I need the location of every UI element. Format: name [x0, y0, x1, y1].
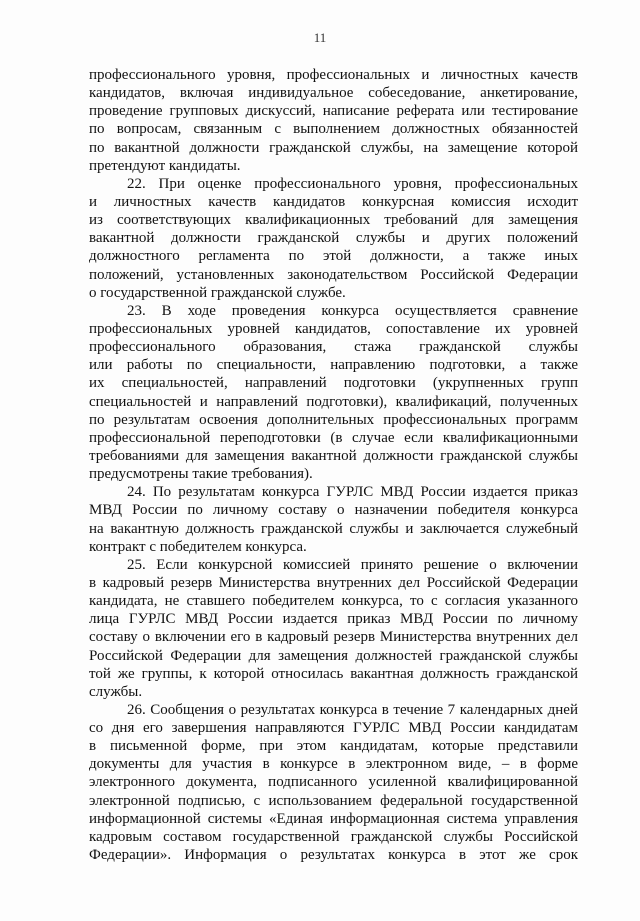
text-line: контракт с победителем конкурса. — [89, 538, 307, 555]
text-line: 25. Если конкурсной комиссией принято решение о включении — [127, 556, 578, 573]
text-line: на вакантную должность гражданской службы и заключается служебный — [89, 520, 578, 537]
text-line: по вопросам, связанным с выполнением должностных обязанностей — [89, 121, 578, 138]
paragraph — [89, 66, 578, 175]
text-line: 22. При оценке профессионального уровня, профессиональных — [127, 175, 578, 192]
paragraph — [89, 701, 578, 864]
text-line: документы для участия в конкурсе в электронном виде, – в форме — [89, 756, 578, 773]
text-line: их специальностей, направлений подготовки (укрупненных групп — [89, 375, 578, 392]
text-line: кандидатов, включая индивидуальное собеседование, анкетирование, — [89, 85, 578, 102]
text-line: 26. Сообщения о результатах конкурса в течение 7 календарных дней — [127, 701, 578, 718]
paragraph — [89, 175, 578, 302]
text-line: по вакантной должности гражданской службы, на замещение которой — [89, 139, 578, 156]
text-line: Федерации». Информация о результатах конкурса в этот же срок — [89, 847, 578, 864]
text-line: предусмотрены такие требования). — [89, 466, 313, 483]
text-line: и личностных качеств кандидатов конкурсная комиссия исходит — [89, 193, 578, 210]
text-line: электронной подписью, с использованием федеральной государственной — [89, 792, 578, 809]
text-line: службы. — [89, 683, 143, 700]
paragraph — [89, 556, 578, 701]
text-line: требованиями для замещения вакантной должности гражданской службы — [89, 447, 578, 464]
text-line: профессионального уровня, профессиональных и личностных качеств — [89, 67, 578, 83]
text-line: составу о включении его в кадровый резерв Министерства внутренних дел — [89, 629, 578, 646]
text-line: из соответствующих квалификационных требований для замещения — [89, 212, 578, 229]
text-line: профессиональной переподготовки (в случае если квалификационными — [89, 429, 578, 446]
text-line: или работы по специальности, направлению подготовки, а также — [89, 357, 578, 374]
text-line: специальностей и направлений подготовки), квалификаций, полученных — [89, 393, 578, 410]
text-line: претендуют кандидаты. — [89, 157, 241, 174]
text-line: профессиональных уровней кандидатов, сопоставление их уровней — [89, 320, 578, 337]
text-line: МВД России по личному составу о назначении победителя конкурса — [89, 502, 578, 519]
text-line: вакантной должности гражданской службы и других положений — [89, 230, 578, 247]
text-line: 24. По результатам конкурса ГУРЛС МВД России издается приказ — [127, 484, 578, 501]
text-line: информационной системы «Единая информационная система управления — [89, 810, 578, 827]
document-body — [89, 66, 578, 864]
text-line: должностного регламента по этой должности, а также иных — [89, 248, 578, 265]
text-line: той же группы, к которой относилась вакантная должность гражданской — [89, 665, 578, 682]
paragraph — [89, 302, 578, 483]
text-line: в кадровый резерв Министерства внутренних дел Российской Федерации — [89, 574, 578, 591]
text-line: профессионального образования, стажа гражданской службы — [89, 339, 578, 356]
text-line: 23. В ходе проведения конкурса осуществляется сравнение — [127, 302, 578, 319]
paragraph — [89, 483, 578, 556]
text-line: в письменной форме, при этом кандидатам, которые представили — [89, 738, 578, 755]
text-line: со дня его завершения направляются ГУРЛС МВД России кандидатам — [89, 720, 578, 737]
text-line: проведение групповых дискуссий, написание реферата или тестирование — [89, 103, 578, 120]
text-line: по результатам освоения дополнительных профессиональных программ — [89, 411, 578, 428]
text-line: положений, установленных законодательством Российской Федерации — [89, 266, 578, 283]
text-line: лица ГУРЛС МВД России издается приказ МВД России по личному — [89, 611, 578, 628]
text-line: электронного документа, подписанного усиленной квалифицированной — [89, 774, 578, 791]
page-number: 11 — [313, 30, 327, 45]
text-line: о государственной гражданской службе. — [89, 284, 346, 301]
text-line: кадровым составом государственной гражданской службы Российской — [89, 828, 578, 845]
text-line: кандидата, не ставшего победителем конкурса, то с согласия указанного — [89, 593, 578, 610]
text-line: Российской Федерации для замещения должностей гражданской службы — [89, 647, 578, 664]
